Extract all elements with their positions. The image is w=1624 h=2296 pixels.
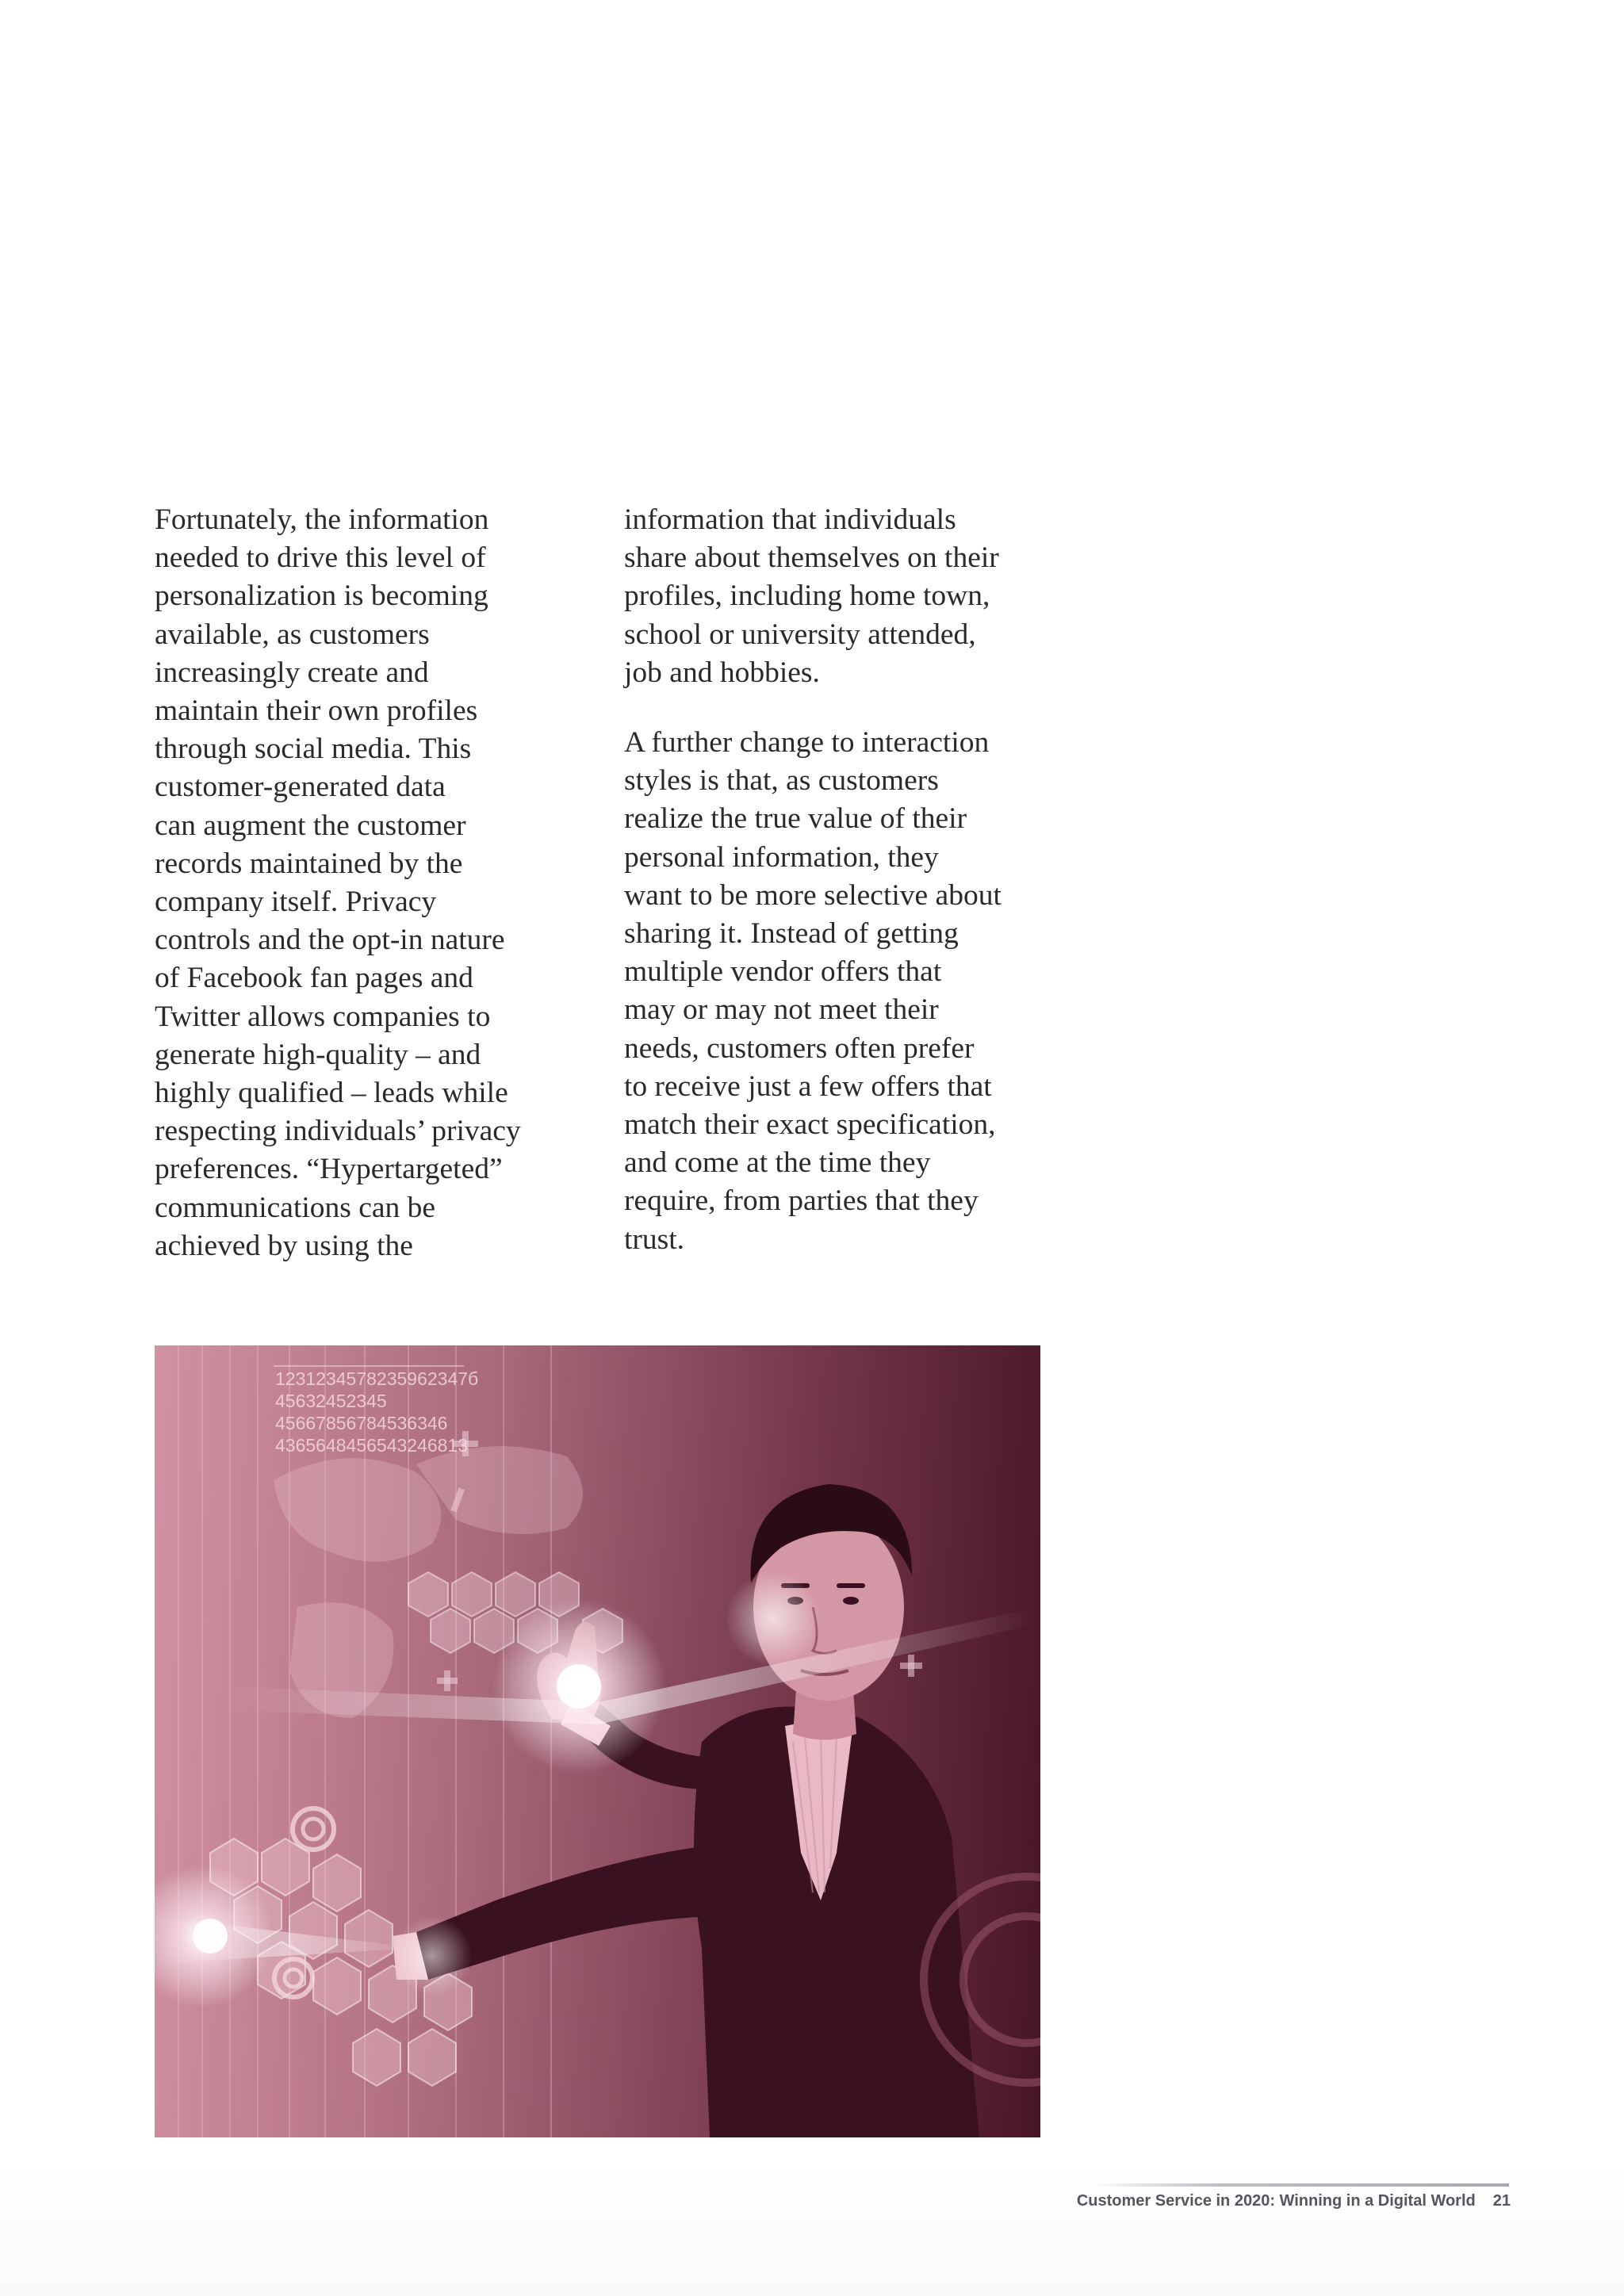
text-line: respecting individuals’ privacy bbox=[155, 1115, 521, 1148]
text-line: personal information, they bbox=[624, 840, 939, 874]
text-line: sharing it. Instead of getting bbox=[624, 917, 959, 951]
text-line: may or may not meet their bbox=[624, 993, 939, 1027]
page-number: 21 bbox=[1492, 2192, 1511, 2210]
text-line: generate high-quality – and bbox=[155, 1038, 481, 1071]
text-line: company itself. Privacy bbox=[155, 886, 437, 919]
photo-digits-line: 1231234578235962347б bbox=[275, 1368, 479, 1389]
text-line: needed to drive this level of bbox=[155, 541, 486, 575]
text-line: multiple vendor offers that bbox=[624, 955, 942, 989]
text-line: styles is that, as customers bbox=[624, 764, 939, 798]
left-text-column bbox=[155, 501, 567, 1297]
text-line: records maintained by the bbox=[155, 847, 463, 880]
text-line: increasingly create and bbox=[155, 656, 429, 689]
text-line: and come at the time they bbox=[624, 1146, 931, 1180]
text-line: Twitter allows companies to bbox=[155, 1000, 491, 1033]
text-line: needs, customers often prefer bbox=[624, 1031, 975, 1065]
text-line: match their exact specification, bbox=[624, 1108, 996, 1142]
text-line: share about themselves on their bbox=[624, 541, 999, 575]
photo-digits-line: 45667856784536346 bbox=[275, 1413, 448, 1433]
text-line: of Facebook fan pages and bbox=[155, 962, 473, 995]
footer-divider bbox=[1093, 2183, 1509, 2187]
text-line: achieved by using the bbox=[155, 1229, 413, 1262]
text-line: personalization is becoming bbox=[155, 580, 488, 613]
text-line: customer-generated data bbox=[155, 771, 446, 804]
text-line: job and hobbies. bbox=[624, 656, 820, 689]
text-line: profiles, including home town, bbox=[624, 580, 990, 613]
text-line: can augment the customer bbox=[155, 809, 466, 842]
text-line: highly qualified – leads while bbox=[155, 1077, 508, 1110]
paragraph bbox=[155, 501, 567, 1265]
text-line: to receive just a few offers that bbox=[624, 1070, 992, 1103]
right-text-column bbox=[624, 501, 1068, 1291]
paragraph bbox=[624, 724, 1068, 1259]
photo-digits-line: 45632452345 bbox=[275, 1391, 387, 1411]
page-footer bbox=[872, 2192, 1511, 2210]
text-line: want to be more selective about bbox=[624, 878, 1002, 912]
text-line: school or university attended, bbox=[624, 618, 976, 651]
paragraph bbox=[624, 501, 1068, 692]
text-line: communications can be bbox=[155, 1191, 436, 1224]
text-line: Fortunately, the information bbox=[155, 503, 489, 536]
text-line: information that individuals bbox=[624, 503, 956, 536]
text-line: A further change to interaction bbox=[624, 726, 990, 760]
text-line: controls and the opt-in nature bbox=[155, 924, 505, 957]
text-line: maintain their own profiles bbox=[155, 695, 478, 728]
photo-illustration bbox=[155, 1345, 1040, 2137]
stock-photo-touchscreen-man bbox=[155, 1345, 1040, 2137]
footer-title: Customer Service in 2020: Winning in a Digital World bbox=[1076, 2192, 1476, 2210]
text-line: through social media. This bbox=[155, 733, 472, 766]
text-line: require, from parties that they bbox=[624, 1184, 979, 1218]
text-line: available, as customers bbox=[155, 618, 430, 651]
text-line: realize the true value of their bbox=[624, 802, 967, 836]
text-line: preferences. “Hypertargeted” bbox=[155, 1153, 503, 1186]
photo-digits-line: 4365648456543246813 bbox=[275, 1435, 469, 1456]
text-line: trust. bbox=[624, 1223, 685, 1256]
